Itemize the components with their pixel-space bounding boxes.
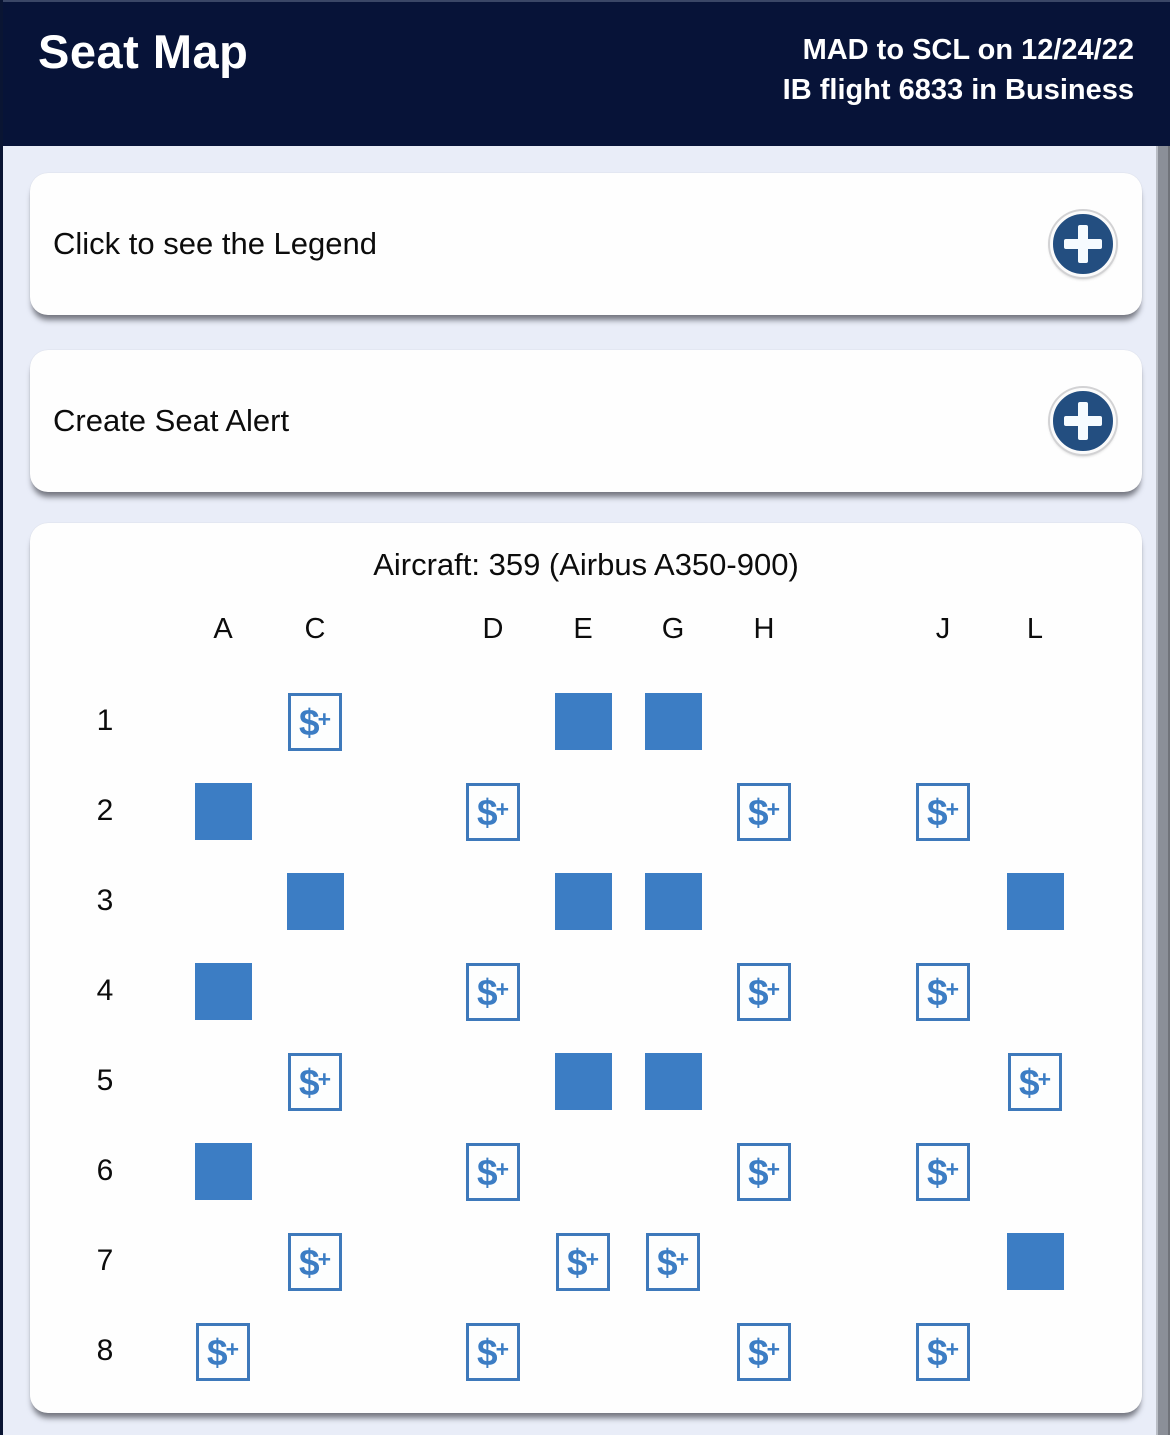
paid-seat-dollar-icon: $	[747, 791, 767, 833]
seat-6A	[195, 1143, 252, 1200]
seat-4J[interactable]	[916, 963, 970, 1021]
seat-4H[interactable]	[737, 963, 791, 1021]
seat-7G[interactable]	[646, 1233, 700, 1291]
row-label-8: 8	[96, 1334, 114, 1367]
paid-seat-plus-icon: +	[945, 975, 959, 1002]
paid-seat-plus-icon: +	[495, 795, 509, 822]
paid-seat-plus-icon: +	[585, 1245, 599, 1272]
column-header-L: L	[1026, 613, 1044, 645]
seat-2A	[195, 783, 252, 840]
paid-seat-dollar-icon: $	[926, 971, 946, 1013]
seat-8H[interactable]	[737, 1323, 791, 1381]
legend-card[interactable]	[30, 173, 1142, 315]
seat-2H[interactable]	[737, 783, 791, 841]
paid-seat-plus-icon: +	[945, 795, 959, 822]
seat-2D[interactable]	[466, 783, 520, 841]
column-header-A: A	[213, 613, 233, 645]
seat-3G	[645, 873, 702, 930]
row-label-4: 4	[96, 974, 114, 1007]
flight-text: IB flight 6833 in Business	[782, 74, 1134, 106]
seat-5C[interactable]	[288, 1053, 342, 1111]
paid-seat-plus-icon: +	[945, 1155, 959, 1182]
row-label-1: 1	[96, 704, 114, 737]
paid-seat-dollar-icon: $	[656, 1241, 676, 1283]
header	[0, 0, 1170, 146]
paid-seat-dollar-icon: $	[1018, 1061, 1038, 1103]
aircraft-title: Aircraft: 359 (Airbus A350-900)	[373, 547, 799, 582]
plus-circle-icon[interactable]	[1050, 388, 1116, 454]
paid-seat-plus-icon: +	[766, 1335, 780, 1362]
paid-seat-plus-icon: +	[495, 975, 509, 1002]
seat-1E	[555, 693, 612, 750]
seat-2J[interactable]	[916, 783, 970, 841]
paid-seat-dollar-icon: $	[747, 1151, 767, 1193]
legend-card-label: Click to see the Legend	[53, 226, 377, 261]
column-header-D: D	[482, 613, 504, 645]
create-seat-alert-label: Create Seat Alert	[53, 403, 290, 438]
paid-seat-plus-icon: +	[495, 1155, 509, 1182]
seat-7L	[1007, 1233, 1064, 1290]
paid-seat-plus-icon: +	[1037, 1065, 1051, 1092]
seat-3L	[1007, 873, 1064, 930]
column-header-J: J	[935, 613, 951, 645]
seat-6D[interactable]	[466, 1143, 520, 1201]
seat-8A[interactable]	[196, 1323, 250, 1381]
route-text: MAD to SCL on 12/24/22	[802, 34, 1134, 66]
row-label-7: 7	[96, 1244, 114, 1277]
paid-seat-dollar-icon: $	[926, 1151, 946, 1193]
paid-seat-plus-icon: +	[225, 1335, 239, 1362]
paid-seat-plus-icon: +	[495, 1335, 509, 1362]
paid-seat-dollar-icon: $	[926, 1331, 946, 1373]
paid-seat-dollar-icon: $	[747, 1331, 767, 1373]
seat-5E	[555, 1053, 612, 1110]
paid-seat-dollar-icon: $	[747, 971, 767, 1013]
seat-4A	[195, 963, 252, 1020]
seat-3E	[555, 873, 612, 930]
row-label-2: 2	[96, 794, 114, 827]
seat-1C[interactable]	[288, 693, 342, 751]
paid-seat-plus-icon: +	[766, 975, 780, 1002]
plus-circle-icon[interactable]	[1050, 211, 1116, 277]
paid-seat-plus-icon: +	[766, 795, 780, 822]
paid-seat-dollar-icon: $	[476, 1151, 496, 1193]
seat-8D[interactable]	[466, 1323, 520, 1381]
paid-seat-dollar-icon: $	[476, 971, 496, 1013]
paid-seat-dollar-icon: $	[298, 1241, 318, 1283]
column-header-C: C	[304, 613, 326, 645]
seat-6J[interactable]	[916, 1143, 970, 1201]
seat-5L[interactable]	[1008, 1053, 1062, 1111]
page-title: Seat Map	[38, 25, 249, 78]
flight-info	[783, 30, 1134, 146]
paid-seat-plus-icon: +	[317, 1065, 331, 1092]
paid-seat-plus-icon: +	[766, 1155, 780, 1182]
paid-seat-dollar-icon: $	[476, 1331, 496, 1373]
seat-7E[interactable]	[556, 1233, 610, 1291]
seat-1G	[645, 693, 702, 750]
column-header-H: H	[753, 613, 775, 645]
column-header-E: E	[573, 613, 593, 645]
scrollbar-thumb[interactable]	[1156, 146, 1170, 1435]
seat-6H[interactable]	[737, 1143, 791, 1201]
seat-5G	[645, 1053, 702, 1110]
paid-seat-plus-icon: +	[675, 1245, 689, 1272]
paid-seat-dollar-icon: $	[566, 1241, 586, 1283]
paid-seat-dollar-icon: $	[476, 791, 496, 833]
column-header-G: G	[661, 613, 685, 645]
row-label-3: 3	[96, 884, 114, 917]
paid-seat-dollar-icon: $	[298, 701, 318, 743]
paid-seat-plus-icon: +	[317, 1245, 331, 1272]
seat-4D[interactable]	[466, 963, 520, 1021]
paid-seat-plus-icon: +	[945, 1335, 959, 1362]
paid-seat-dollar-icon: $	[298, 1061, 318, 1103]
row-label-5: 5	[96, 1064, 114, 1097]
row-label-6: 6	[96, 1154, 114, 1187]
seat-7C[interactable]	[288, 1233, 342, 1291]
seat-3C	[287, 873, 344, 930]
seat-8J[interactable]	[916, 1323, 970, 1381]
paid-seat-dollar-icon: $	[926, 791, 946, 833]
paid-seat-dollar-icon: $	[206, 1331, 226, 1373]
create-seat-alert-card[interactable]	[30, 350, 1142, 492]
page-left-edge	[0, 0, 3, 1435]
seat-map-card	[30, 523, 1142, 1413]
paid-seat-plus-icon: +	[317, 705, 331, 732]
